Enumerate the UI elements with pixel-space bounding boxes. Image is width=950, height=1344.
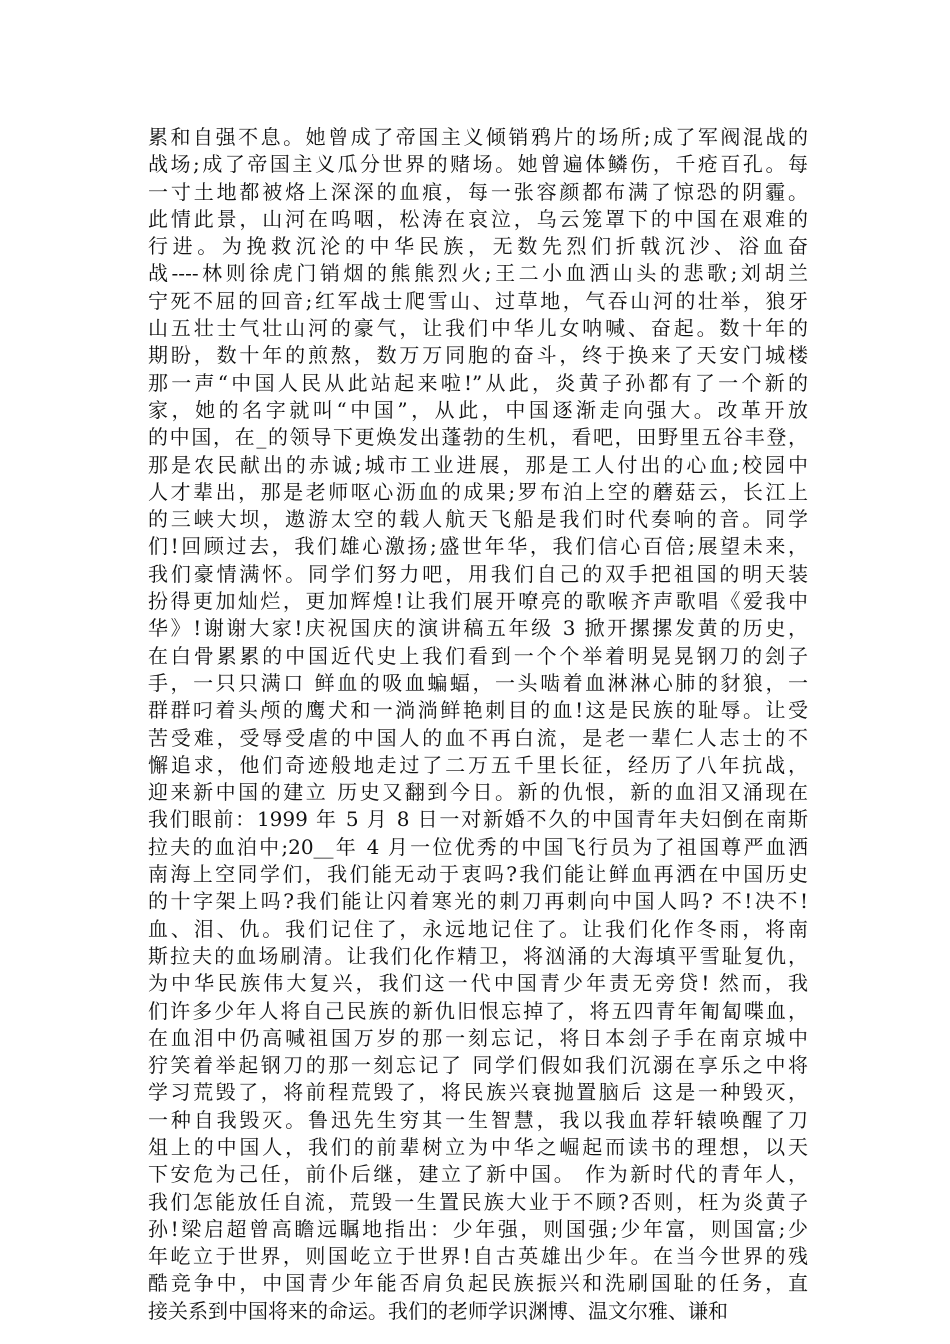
- text-line: 战场;成了帝国主义瓜分世界的赌场。她曾遍体鳞伤，千疮百孔。每: [148, 152, 808, 177]
- text-line: 迎来新中国的建立 历史又翻到今日。新的仇恨，新的血泪又涌现在: [148, 780, 808, 805]
- text-line: 手，一只只满口 鲜血的吸血蝙蝠，一头啮着血淋淋心肺的豺狼，一: [148, 670, 808, 695]
- text-line: 累和自强不息。她曾成了帝国主义倾销鸦片的场所;成了军阀混战的: [148, 125, 808, 149]
- text-line: 我们豪情满怀。同学们努力吧，用我们自己的双手把祖国的明天装: [148, 561, 808, 586]
- text-line: 一种自我毁灭。鲁迅先生穷其一生智慧，我以我血荐轩辕唤醒了刀: [148, 1107, 808, 1132]
- text-line: 期盼，数十年的煎熬，数万万同胞的奋斗，终于换来了天安门城楼: [148, 343, 808, 368]
- text-line: 扮得更加灿烂，更加辉煌!让我们展开嘹亮的歌喉齐声歌唱《爱我中: [148, 589, 808, 614]
- text-line: 俎上的中国人，我们的前辈树立为中华之崛起而读书的理想，以天: [148, 1134, 808, 1159]
- text-line: 酷竞争中，中国青少年能否肩负起民族振兴和洗刷国耻的任务，直: [148, 1271, 808, 1296]
- text-line: 血、泪、仇。我们记住了，永远地记住了。让我们化作冬雨，将南: [148, 916, 808, 941]
- text-line: 懈追求，他们奇迹般地走过了二万五千里长征，经历了八年抗战，: [148, 752, 808, 777]
- text-line: 的三峡大坝，遨游太空的载人航天飞船是我们时代奏响的音。同学: [148, 507, 808, 532]
- text-line: 那一声“中国人民从此站起来啦!”从此，炎黄子孙都有了一个新的: [148, 370, 808, 395]
- text-line: 我们怎能放任自流，荒毁一生置民族大业于不顾?否则，枉为炎黄子: [148, 1189, 808, 1214]
- text-line: 行进。为挽救沉沦的中华民族，无数先烈们折戟沉沙、浴血奋: [148, 234, 808, 259]
- text-line: 人才辈出，那是老师呕心沥血的成果;罗布泊上空的蘑菇云，长江上: [148, 479, 808, 504]
- text-line: 接关系到中国将来的命运。我们的老师学识渊博、温文尔雅、谦和: [148, 1298, 728, 1323]
- body-text: [148, 124, 808, 1325]
- text-line: 们许多少年人将自己民族的新仇旧恨忘掉了，将五四青年匍匐喋血，: [148, 998, 808, 1023]
- text-line: 那是农民献出的赤诚;城市工业进展，那是工人付出的心血;校园中: [148, 452, 808, 477]
- text-line: 华》!谢谢大家!庆祝国庆的演讲稿五年级 3 掀开摞摞发黄的历史，: [148, 616, 808, 641]
- text-line: 为中华民族伟大复兴，我们这一代中国青少年责无旁贷! 然而，我: [148, 971, 808, 996]
- text-line: 们!回顾过去，我们雄心激扬;盛世年华，我们信心百倍;展望未来，: [148, 534, 808, 559]
- text-line: 学习荒毁了，将前程荒毁了，将民族兴衰抛置脑后 这是一种毁灭，: [148, 1080, 808, 1105]
- text-line: 的十字架上吗?我们能让闪着寒光的刺刀再刺向中国人吗? 不!决不!: [148, 889, 808, 914]
- text-line: 山五壮士气壮山河的豪气，让我们中华儿女呐喊、奋起。数十年的: [148, 316, 808, 341]
- text-line: 年屹立于世界，则国屹立于世界!自古英雄出少年。在当今世界的残: [148, 1244, 808, 1269]
- text-line: 南海上空同学们，我们能无动于衷吗?我们能让鲜血再洒在中国历史: [148, 862, 808, 887]
- text-line: 的中国，在_的领导下更焕发出蓬勃的生机，看吧，田野里五谷丰登，: [148, 425, 808, 450]
- text-line: 在血泪中仍高喊祖国万岁的那一刻忘记，将日本刽子手在南京城中: [148, 1025, 808, 1050]
- text-line: 苦受难，受辱受虐的中国人的血不再白流，是老一辈仁人志士的不: [148, 725, 808, 750]
- text-line: 家，她的名字就叫“中国”，从此，中国逐渐走向强大。改革开放: [148, 397, 808, 422]
- text-line: 此情此景，山河在呜咽，松涛在哀泣，乌云笼罩下的中国在艰难的: [148, 206, 808, 231]
- text-line: 下安危为己任，前仆后继，建立了新中国。 作为新时代的青年人，: [148, 1162, 808, 1187]
- text-line: 一寸土地都被烙上深深的血痕，每一张容颜都布满了惊恐的阴霾。: [148, 179, 808, 204]
- text-line: 在白骨累累的中国近代史上我们看到一个个举着明晃晃钢刀的刽子: [148, 643, 808, 668]
- text-line: 战----林则徐虎门销烟的熊熊烈火;王二小血洒山头的悲歌;刘胡兰: [148, 261, 808, 286]
- text-line: 宁死不屈的回音;红军战士爬雪山、过草地，气吞山河的壮举，狼牙: [148, 288, 808, 313]
- text-line: 群群叼着头颅的鹰犬和一淌淌鲜艳刺目的血!这是民族的耻辱。让受: [148, 698, 808, 723]
- text-line: 拉夫的血泊中;20__年 4 月一位优秀的中国飞行员为了祖国尊严血洒: [148, 834, 808, 859]
- text-line: 孙!梁启超曾高瞻远瞩地指出：少年强，则国强;少年富，则国富;少: [148, 1216, 808, 1241]
- text-line: 我们眼前：1999 年 5 月 8 日一对新婚不久的中国青年夫妇倒在南斯: [148, 807, 808, 832]
- text-line: 狞笑着举起钢刀的那一刻忘记了 同学们假如我们沉溺在享乐之中将: [148, 1053, 808, 1078]
- text-line: 斯拉夫的血场刷清。让我们化作精卫，将汹涌的大海填平雪耻复仇，: [148, 943, 808, 968]
